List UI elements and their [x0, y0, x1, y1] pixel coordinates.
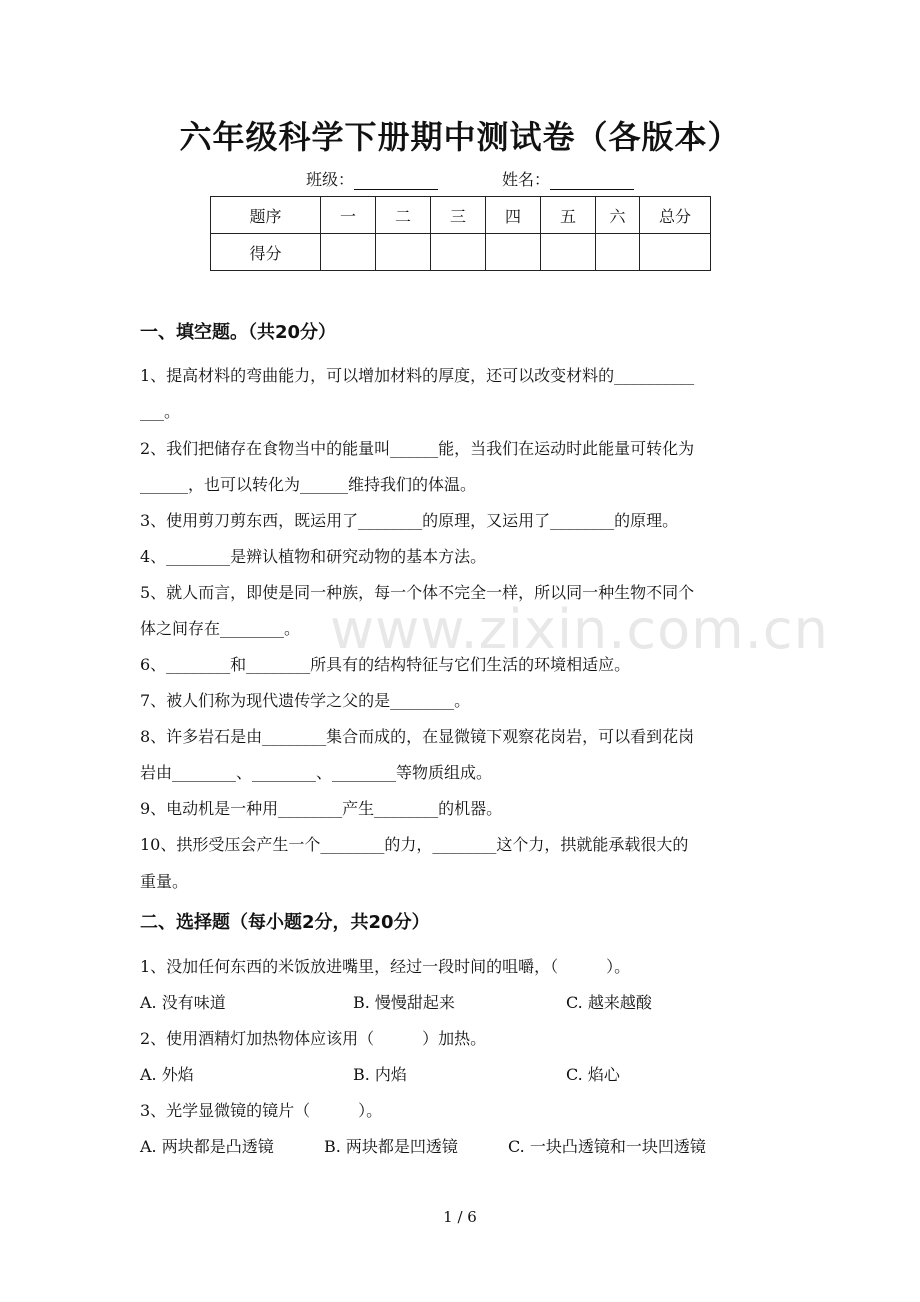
- score-cell[interactable]: [431, 234, 486, 271]
- choice-question-stem: 3、光学显微镜的镜片（ ）。: [140, 1101, 383, 1120]
- question-line: 重量。: [140, 872, 189, 891]
- question-line: 2、我们把储存在食物当中的能量叫______能，当我们在运动时此能量可转化为: [140, 439, 695, 458]
- question-line: 4、________是辨认植物和研究动物的基本方法。: [140, 547, 487, 566]
- question-line: 体之间存在________。: [140, 619, 301, 638]
- page-title: 六年级科学下册期中测试卷（各版本）: [179, 118, 741, 156]
- question-line: 3、使用剪刀剪东西，既运用了________的原理，又运用了________的原理。: [140, 511, 679, 530]
- score-cell[interactable]: [486, 234, 541, 271]
- score-row-label: 得分: [211, 234, 321, 271]
- score-table-score-row: [211, 234, 711, 271]
- question-line: ______，也可以转化为______维持我们的体温。: [140, 475, 477, 494]
- name-blank[interactable]: [550, 171, 634, 190]
- section-heading-multiple-choice: 二、选择题（每小题2分，共20分）: [140, 912, 430, 933]
- choice-option-c[interactable]: C. 一块凸透镜和一块凹透镜: [508, 1137, 706, 1156]
- choice-option-b[interactable]: B. 慢慢甜起来: [353, 993, 455, 1012]
- choice-question-stem: 1、没加任何东西的米饭放进嘴里，经过一段时间的咀嚼，（ ）。: [140, 957, 631, 976]
- class-blank[interactable]: [354, 171, 438, 190]
- class-label: 班级：: [306, 170, 355, 189]
- choice-option-a[interactable]: A. 外焰: [140, 1065, 194, 1084]
- score-table-header-cell: 总分: [640, 197, 711, 234]
- watermark: www.zixin.com.cn: [330, 598, 829, 661]
- section-heading-fill-blank: 一、填空题。（共20分）: [140, 322, 337, 343]
- choice-option-c[interactable]: C. 焰心: [566, 1065, 620, 1084]
- score-cell[interactable]: [376, 234, 431, 271]
- score-table-header-row: [211, 197, 711, 234]
- score-table: [210, 196, 711, 271]
- choice-option-a[interactable]: A. 没有味道: [140, 993, 226, 1012]
- question-line: 6、________和________所具有的结构特征与它们生活的环境相适应。: [140, 655, 631, 674]
- score-table-header-cell: 五: [541, 197, 596, 234]
- score-table-header-cell: 二: [376, 197, 431, 234]
- score-cell[interactable]: [640, 234, 711, 271]
- score-cell[interactable]: [596, 234, 640, 271]
- class-field: [306, 167, 438, 190]
- question-line: 8、许多岩石是由________集合而成的，在显微镜下观察花岗岩，可以看到花岗: [140, 727, 695, 746]
- question-line: 7、被人们称为现代遗传学之父的是________。: [140, 691, 471, 710]
- name-field: [502, 167, 634, 190]
- name-label: 姓名：: [502, 170, 551, 189]
- choice-option-a[interactable]: A. 两块都是凸透镜: [140, 1137, 274, 1156]
- score-table-header-cell: 一: [321, 197, 376, 234]
- question-line: 1、提高材料的弯曲能力，可以增加材料的厚度，还可以改变材料的__________: [140, 366, 695, 385]
- page-number: 1 / 6: [443, 1208, 477, 1226]
- question-line: 岩由________、________、________等物质组成。: [140, 763, 493, 782]
- choice-option-b[interactable]: B. 内焰: [353, 1065, 407, 1084]
- choice-option-b[interactable]: B. 两块都是凹透镜: [324, 1137, 458, 1156]
- question-line: ___。: [140, 402, 181, 421]
- score-cell[interactable]: [541, 234, 596, 271]
- question-line: 10、拱形受压会产生一个________的力，________这个力，拱就能承载很大的: [140, 835, 689, 854]
- question-line: 9、电动机是一种用________产生________的机器。: [140, 799, 503, 818]
- score-cell[interactable]: [321, 234, 376, 271]
- score-table-header-cell: 六: [596, 197, 640, 234]
- score-table-header-cell: 题序: [211, 197, 321, 234]
- score-table-header-cell: 三: [431, 197, 486, 234]
- choice-question-stem: 2、使用酒精灯加热物体应该用（ ）加热。: [140, 1029, 487, 1048]
- question-line: 5、就人而言，即使是同一种族，每一个体不完全一样，所以同一种生物不同个: [140, 583, 695, 602]
- choice-option-c[interactable]: C. 越来越酸: [566, 993, 652, 1012]
- score-table-header-cell: 四: [486, 197, 541, 234]
